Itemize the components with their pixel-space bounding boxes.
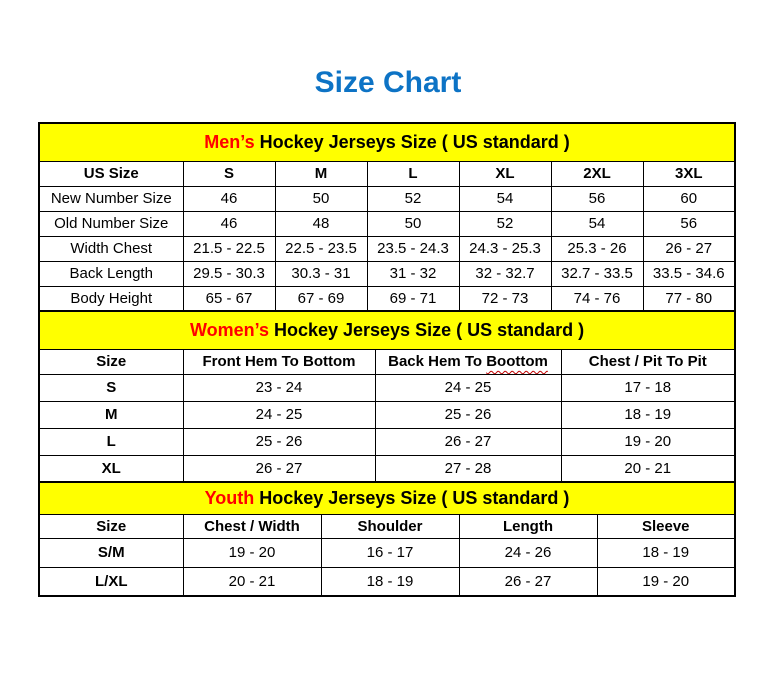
table-row bbox=[39, 261, 735, 286]
cell-value: 25.3 - 26 bbox=[551, 236, 643, 261]
table-row bbox=[39, 455, 735, 482]
cell-value: 26 - 27 bbox=[643, 236, 735, 261]
cell-value: 29.5 - 30.3 bbox=[183, 261, 275, 286]
row-label: M bbox=[39, 401, 183, 428]
cell-value: 17 - 18 bbox=[561, 374, 735, 401]
cell-value: 60 bbox=[643, 186, 735, 211]
table-row bbox=[39, 286, 735, 311]
cell-value: 19 - 20 bbox=[561, 428, 735, 455]
spellcheck-squiggle-word: Boottom bbox=[486, 353, 548, 370]
table-row bbox=[39, 428, 735, 455]
column-header: XL bbox=[459, 161, 551, 186]
cell-value: 32.7 - 33.5 bbox=[551, 261, 643, 286]
youth-caption-row bbox=[39, 482, 735, 514]
womens-header-row bbox=[39, 349, 735, 374]
column-header-back-prefix: Back Hem To bbox=[388, 353, 487, 370]
page-title: Size Chart bbox=[314, 66, 462, 99]
column-header: 3XL bbox=[643, 161, 735, 186]
cell-value: 54 bbox=[459, 186, 551, 211]
cell-value: 27 - 28 bbox=[375, 455, 561, 482]
cell-value: 25 - 26 bbox=[375, 401, 561, 428]
cell-value: 20 - 21 bbox=[561, 455, 735, 482]
mens-caption-accent: Men’s bbox=[204, 131, 255, 152]
table-row bbox=[39, 401, 735, 428]
row-label: L/XL bbox=[39, 567, 183, 596]
cell-value: 50 bbox=[275, 186, 367, 211]
cell-value: 26 - 27 bbox=[183, 455, 375, 482]
table-row bbox=[39, 567, 735, 596]
cell-value: 67 - 69 bbox=[275, 286, 367, 311]
cell-value: 74 - 76 bbox=[551, 286, 643, 311]
cell-value: 72 - 73 bbox=[459, 286, 551, 311]
column-header: 2XL bbox=[551, 161, 643, 186]
row-label: Width Chest bbox=[39, 236, 183, 261]
table-row bbox=[39, 211, 735, 236]
cell-value: 52 bbox=[459, 211, 551, 236]
column-header: M bbox=[275, 161, 367, 186]
table-row bbox=[39, 374, 735, 401]
row-label: S bbox=[39, 374, 183, 401]
row-label: New Number Size bbox=[39, 186, 183, 211]
size-chart-tables bbox=[38, 122, 734, 597]
mens-header-row bbox=[39, 161, 735, 186]
cell-value: 24 - 26 bbox=[459, 538, 597, 567]
youth-header-row bbox=[39, 514, 735, 538]
youth-caption bbox=[39, 482, 735, 514]
womens-caption-rest: Hockey Jerseys Size ( US standard ) bbox=[268, 319, 585, 340]
cell-value: 69 - 71 bbox=[367, 286, 459, 311]
womens-size-table bbox=[38, 310, 736, 483]
cell-value: 65 - 67 bbox=[183, 286, 275, 311]
cell-value: 24.3 - 25.3 bbox=[459, 236, 551, 261]
cell-value: 25 - 26 bbox=[183, 428, 375, 455]
cell-value: 18 - 19 bbox=[321, 567, 459, 596]
row-label: L bbox=[39, 428, 183, 455]
mens-caption bbox=[39, 123, 735, 161]
cell-value: 52 bbox=[367, 186, 459, 211]
row-label: Back Length bbox=[39, 261, 183, 286]
row-label: Body Height bbox=[39, 286, 183, 311]
row-label: XL bbox=[39, 455, 183, 482]
youth-caption-accent: Youth bbox=[204, 487, 255, 508]
cell-value: 48 bbox=[275, 211, 367, 236]
youth-caption-rest: Hockey Jerseys Size ( US standard ) bbox=[254, 487, 570, 508]
cell-value: 18 - 19 bbox=[561, 401, 735, 428]
column-header: Length bbox=[459, 514, 597, 538]
row-label: S/M bbox=[39, 538, 183, 567]
cell-value: 21.5 - 22.5 bbox=[183, 236, 275, 261]
cell-value: 31 - 32 bbox=[367, 261, 459, 286]
womens-caption bbox=[39, 311, 735, 349]
table-row bbox=[39, 236, 735, 261]
cell-value: 30.3 - 31 bbox=[275, 261, 367, 286]
mens-size-table bbox=[38, 122, 736, 312]
cell-value: 26 - 27 bbox=[459, 567, 597, 596]
column-header: Size bbox=[39, 514, 183, 538]
cell-value: 24 - 25 bbox=[183, 401, 375, 428]
cell-value: 18 - 19 bbox=[597, 538, 735, 567]
column-header: Chest / Width bbox=[183, 514, 321, 538]
column-header: Sleeve bbox=[597, 514, 735, 538]
womens-caption-row bbox=[39, 311, 735, 349]
column-header-misspelled bbox=[375, 349, 561, 374]
womens-caption-accent: Women’s bbox=[189, 319, 269, 340]
column-header: Chest / Pit To Pit bbox=[561, 349, 735, 374]
cell-value: 23 - 24 bbox=[183, 374, 375, 401]
row-label: Old Number Size bbox=[39, 211, 183, 236]
column-header: Shoulder bbox=[321, 514, 459, 538]
column-header: L bbox=[367, 161, 459, 186]
column-header: Front Hem To Bottom bbox=[183, 349, 375, 374]
table-row bbox=[39, 538, 735, 567]
cell-value: 77 - 80 bbox=[643, 286, 735, 311]
cell-value: 16 - 17 bbox=[321, 538, 459, 567]
cell-value: 24 - 25 bbox=[375, 374, 561, 401]
cell-value: 26 - 27 bbox=[375, 428, 561, 455]
cell-value: 56 bbox=[551, 186, 643, 211]
cell-value: 23.5 - 24.3 bbox=[367, 236, 459, 261]
column-header: S bbox=[183, 161, 275, 186]
cell-value: 50 bbox=[367, 211, 459, 236]
cell-value: 20 - 21 bbox=[183, 567, 321, 596]
cell-value: 46 bbox=[183, 186, 275, 211]
cell-value: 46 bbox=[183, 211, 275, 236]
cell-value: 56 bbox=[643, 211, 735, 236]
cell-value: 19 - 20 bbox=[597, 567, 735, 596]
mens-caption-row bbox=[39, 123, 735, 161]
cell-value: 54 bbox=[551, 211, 643, 236]
column-header: US Size bbox=[39, 161, 183, 186]
mens-caption-rest: Hockey Jerseys Size ( US standard ) bbox=[254, 131, 570, 152]
youth-size-table bbox=[38, 481, 736, 597]
cell-value: 19 - 20 bbox=[183, 538, 321, 567]
cell-value: 33.5 - 34.6 bbox=[643, 261, 735, 286]
cell-value: 22.5 - 23.5 bbox=[275, 236, 367, 261]
column-header: Size bbox=[39, 349, 183, 374]
table-row bbox=[39, 186, 735, 211]
cell-value: 32 - 32.7 bbox=[459, 261, 551, 286]
